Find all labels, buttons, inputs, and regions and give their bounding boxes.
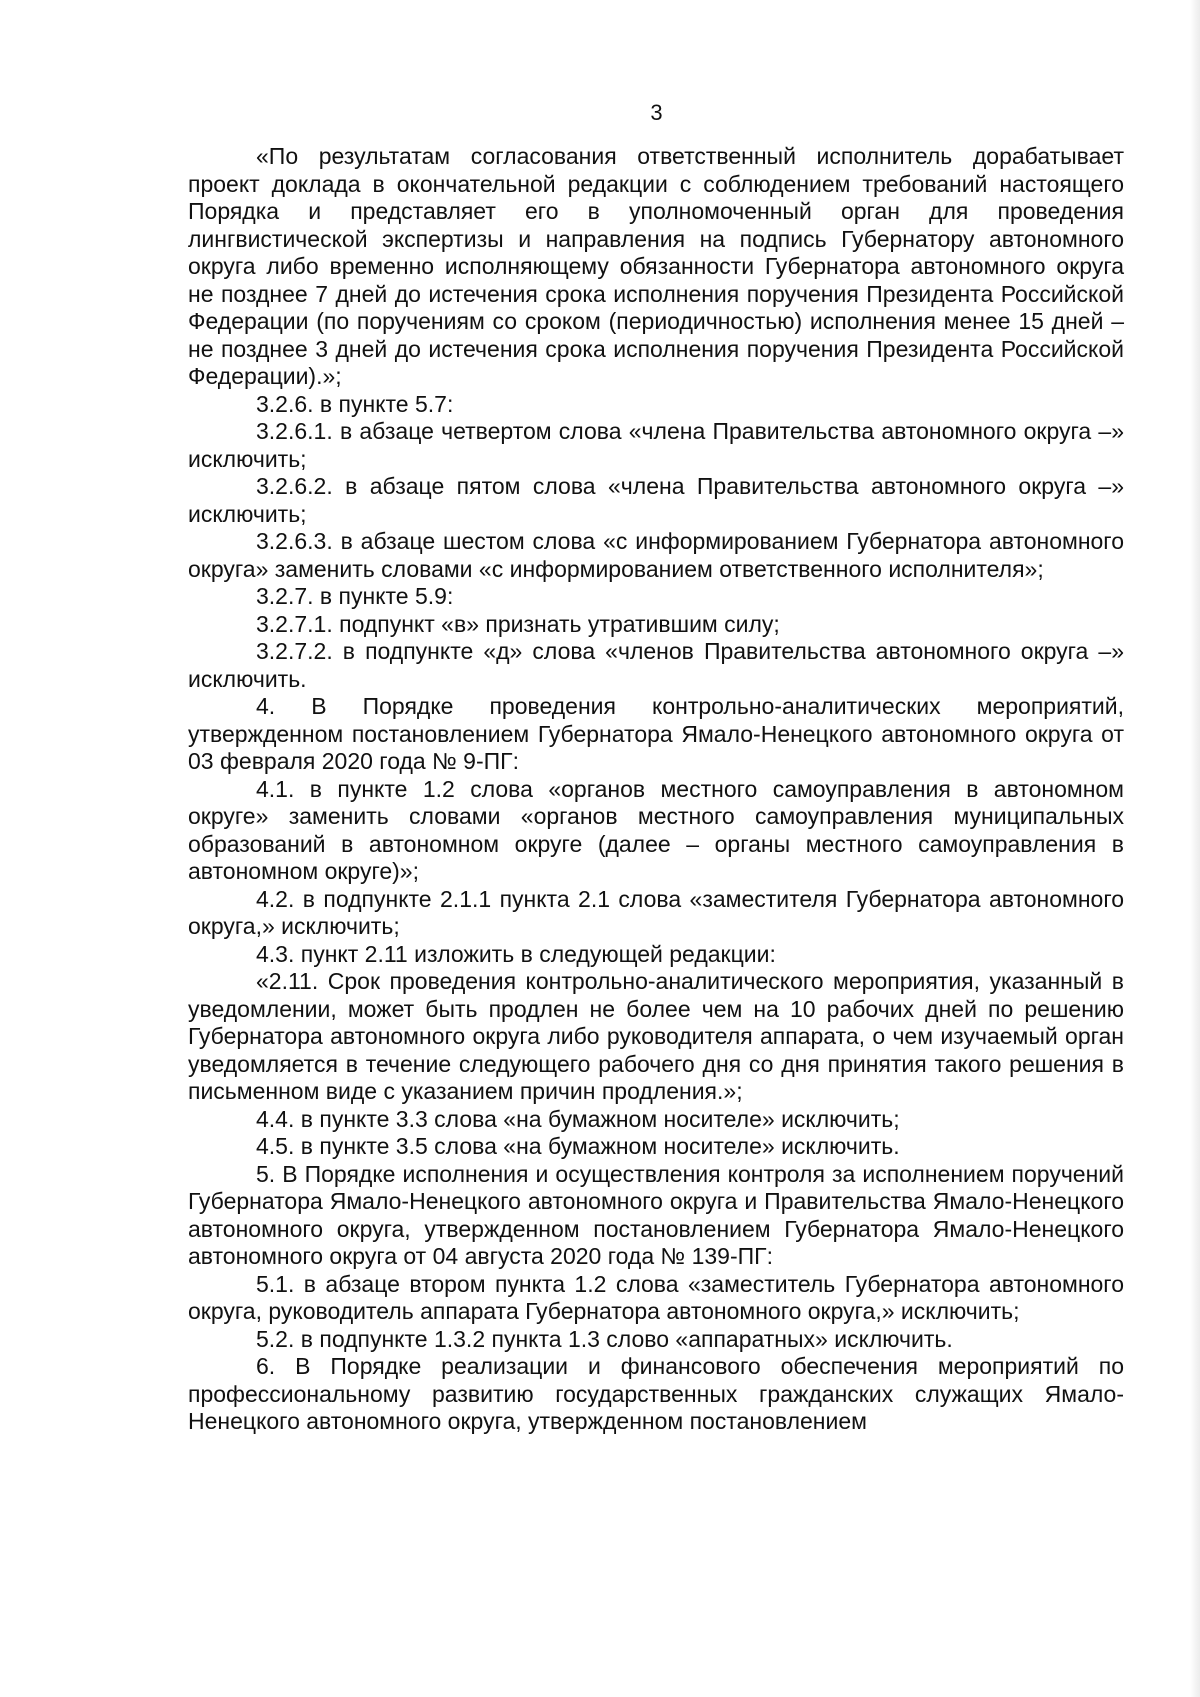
- paragraph-3-2-7-2: 3.2.7.2. в подпункте «д» слова «членов Правительства автономного округа –» исключить.: [188, 638, 1124, 692]
- paragraph-quote-2-11: «2.11. Срок проведения контрольно-аналитического мероприятия, указанный в уведомлении, может быть продлен не более чем на 10 рабочих дней по решению Губернатора автономного округа либо руководителя аппарата, о чем изучаемый орган уведомляется в течение следующего рабочего дня со дня принятия такого решения в письменном виде с указанием причин продления.»;: [188, 968, 1124, 1104]
- paragraph-3-2-6-2: 3.2.6.2. в абзаце пятом слова «члена Правительства автономного округа –» исключить;: [188, 473, 1124, 527]
- paragraph-3-2-7-1: 3.2.7.1. подпункт «в» признать утратившим силу;: [256, 610, 780, 637]
- paragraph-6: 6. В Порядке реализации и финансового обеспечения мероприятий по профессиональному развитию государственных гражданских служащих Ямало-Ненецкого автономного округа, утвержденном постановлением: [188, 1353, 1124, 1434]
- paragraph-3-2-6-3: 3.2.6.3. в абзаце шестом слова «с информированием Губернатора автономного округа» заменить словами «с информированием ответственного исполнителя»;: [188, 528, 1124, 582]
- paragraph-quote-report: «По результатам согласования ответственный исполнитель дорабатывает проект доклада в окончательной редакции с соблюдением требований настоящего Порядка и представляет его в уполномоченный орган для проведения лингвистической экспертизы и направления на подпись Губернатору автономного округа либо временно исполняющему обязанности Губернатора автономного округа не позднее 7 дней до истечения срока исполнения поручения Президента Российской Федерации (по поручениям со сроком (периодичностью) исполнения менее 15 дней – не позднее 3 дней до истечения срока исполнения поручения Президента Российской Федерации).»;: [188, 143, 1124, 389]
- page-edge-shadow: [1190, 0, 1200, 1697]
- paragraph-4-1: 4.1. в пункте 1.2 слова «органов местного самоуправления в автономном округе» заменить словами «органов местного самоуправления муниципальных образований в автономном округе (далее – органы местного самоуправления в автономном округе)»;: [188, 775, 1124, 884]
- paragraph-4-5: 4.5. в пункте 3.5 слова «на бумажном носителе» исключить.: [256, 1133, 900, 1159]
- paragraph-4-4: 4.4. в пункте 3.3 слова «на бумажном носителе» исключить;: [256, 1105, 900, 1132]
- paragraph-5: 5. В Порядке исполнения и осуществления контроля за исполнением поручений Губернатора Ямало-Ненецкого автономного округа и Правительства Ямало-Ненецкого автономного округа, утвержденном постановлением Губернатора Ямало-Ненецкого автономного округа от 04 августа 2020 года № 139-ПГ:: [188, 1160, 1124, 1269]
- paragraph-3-2-6: 3.2.6. в пункте 5.7:: [256, 390, 454, 417]
- paragraph-4-2: 4.2. в подпункте 2.1.1 пункта 2.1 слова «заместителя Губернатора автономного округа,» исключить;: [188, 885, 1124, 939]
- document-body: [188, 143, 1124, 1436]
- paragraph-5-1: 5.1. в абзаце втором пункта 1.2 слова «заместитель Губернатора автономного округа, руководитель аппарата Губернатора автономного округа,» исключить;: [188, 1270, 1124, 1324]
- paragraph-4: 4. В Порядке проведения контрольно-аналитических мероприятий, утвержденном постановлением Губернатора Ямало-Ненецкого автономного округа от 03 февраля 2020 года № 9-ПГ:: [188, 693, 1124, 774]
- page-number: 3: [650, 100, 663, 125]
- paragraph-3-2-7: 3.2.7. в пункте 5.9:: [256, 583, 454, 609]
- paragraph-4-3: 4.3. пункт 2.11 изложить в следующей редакции:: [256, 940, 776, 967]
- paragraph-5-2: 5.2. в подпункте 1.3.2 пункта 1.3 слово «аппаратных» исключить.: [256, 1325, 953, 1352]
- paragraph-3-2-6-1: 3.2.6.1. в абзаце четвертом слова «члена Правительства автономного округа –» исключить;: [188, 418, 1124, 472]
